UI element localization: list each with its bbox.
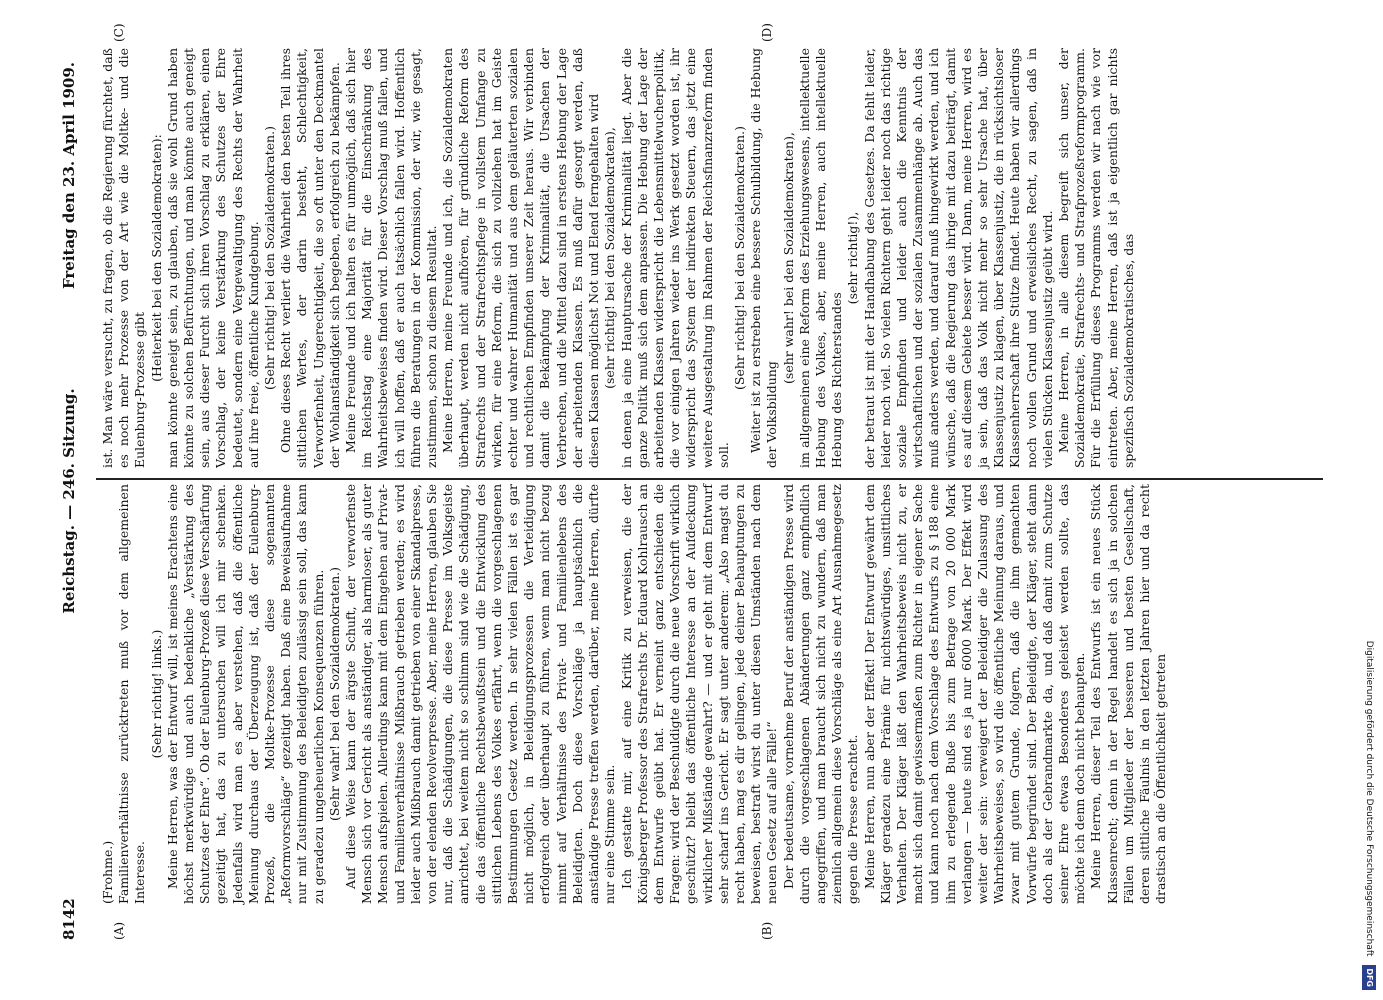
paragraph: Meine Herren, meine Freunde und ich, die Sozialdemokraten überhaupt, werden nicht aufhören, für gründliche Reform des Strafrechts und der Strafrechtspflege in vollstem Umfange zu wirken, für eine Reform, die sich zu vollziehen hat im Geiste echter und wahrer Humanität und aus dem geläuterten sozialen und rechtlichen Empfinden unserer Zeit heraus. Wir verbinden damit die Bekämpfung der Kriminalität, die Ursachen der Verbrechen, und die Mittel dazu sind in erstens Hebung der Lage der arbeitenden Klassen. Es muß dafür gesorgt werden, daß diesen Klassen möglichst Not und Elend ferngehalten wird <box>440 48 602 468</box>
paragraph: Der bedeutsame, vornehme Beruf der anständigen Presse wird durch die vorgeschlagenen Abänderungen ganz empfindlich angegriffen, und man braucht sich nicht zu wundern, daß man ziemlich allgemein diese Vorschläge als eine Art Ausnahmegesetz gegen die Presse erachtet. <box>780 484 861 904</box>
interjection: (sehr wahr! bei den Sozialdemokraten), <box>780 132 796 384</box>
text-column-left <box>100 484 1169 904</box>
credit-text: Digitalisierung gefördert durch die Deutsche Forschungsgemeinschaft <box>1364 640 1374 957</box>
interjection: (sehr richtig!), <box>845 211 861 305</box>
paragraph: Auf diese Weise kann der ärgste Schuft, der verworfenste Mensch sich vor Gericht als anständiger, als harmloser, als guter Mensch aufspielen. Allerdings kann mit dem Eingehen auf Privat- und Familienverhältnisse Mißbrauch getrieben werden; es wird leider auch Mißbrauch damit getrieben von einer Skandalpresse, von der elenden Revolverpresse. Aber, meine Herren, glauben Sie nur, daß die Schädigungen, die diese Presse im Volksgeiste anrichtet, bei weitem nicht so schlimm sind wie die Schädigung, die das öffentliche Rechtsbewußtsein und die Entwicklung des sittlichen Lebens des Volkes erfährt, wenn die vorgeschlagenen Bestimmungen Gesetz werden. In sehr vielen Fällen ist es gar nicht möglich, in Beleidigungsprozessen die Verteidigung erfolgreich oder überhaupt zu führen, wenn man nicht bezug nimmt auf Verhältnisse des Privat- und Familienlebens des Beleidigten. Doch diese Vorschläge ja hauptsächlich die anständige Presse treffen werden, darüber, meine Herren, dürfte nur eine Stimme sein. <box>343 484 618 904</box>
interjection: (sehr richtig! bei den Sozialdemokraten), <box>602 127 618 389</box>
paragraph: Familienverhältnisse zurücktreten muß vor dem allgemeinen Interesse. <box>116 484 148 904</box>
interjection: (Heiterkeit bei den Sozialdemokraten): <box>148 134 164 382</box>
digitization-credit <box>1359 10 1379 990</box>
paragraph: in denen ja eine Hauptursache der Kriminalität liegt. Aber die ganze Politik muß sich dem anpassen. Die Hebung der Lage der arbeitenden Klassen widerspricht die Lebensmittelwucherpolitik, die vor einigen Jahren wieder ins Werk gesetzt worden ist, ihr widerspricht das System der indirekten Steuern, das jetzt eine weitere Ausgestaltung im Rahmen der Reichsfinanzreform finden soll. <box>618 48 731 468</box>
paragraph: ist. Man wäre versucht, zu fragen, ob die Regierung fürchtet, daß es noch mehr Prozesse von der Art wie die Moltke- und die Eulenburg-Prozesse gibt <box>100 48 148 468</box>
margin-mark-a: (A) <box>112 921 126 940</box>
interjection: (Sehr richtig! bei den Sozialdemokraten.) <box>262 126 278 390</box>
margin-mark-c: (C) <box>112 23 126 42</box>
interjection: (Sehr richtig! links.) <box>148 629 164 759</box>
paragraph: Meine Freunde und ich halten es für unmöglich, daß sich hier im Reichstag eine Majorität für die Einschränkung des Wahrheitsbeweises finden wird. Dieser Vorschlag muß fallen, und ich will hoffen, daß er auch tatsächlich fallen wird. Hoffentlich führen die Beratungen in der Kommission, der wir, wie gesagt, zustimmen, schon zu diesem Resultat. <box>343 48 440 468</box>
text-column-right <box>100 48 1137 468</box>
paragraph: Meine Herren, nun aber der Effekt! Der Entwurf gewährt dem Kläger geradezu eine Prämie für nichtswürdiges, unsittliches Verhalten. Der Kläger läßt den Wahrheitsbeweis nicht zu, er macht sich damit gewissermaßen zum Richter in eigener Sache und kann noch nach dem Vorschlage des Entwurfs zu § 188 eine ihm zu erlegende Buße bis zum Betrage von 20 000 Mark verlangen — heute sind es ja nur 6000 Mark. Der Effekt wird weiter der sein: verweigert der Beleidiger die Zulassung des Wahrheitsbeweises, so wird die öffentliche Meinung daraus, und zwar mit gutem Grunde, folgern, daß die ihm gemachten Vorwürfe begründet sind. Der Beleidigte, der Kläger, steht dann doch als der Gebrandmarkte da, und daß damit zum Schutze seiner Ehre etwas Besonderes geleistet werden sollte, das möchte ich denn doch nicht behaupten. <box>861 484 1088 904</box>
session-date: Freitag den 23. April 1909. <box>60 62 78 289</box>
paragraph: der betraut ist mit der Handhabung des Gesetzes. Da fehlt leider, leider noch viel. So vielen Richtern geht leider noch das richtige soziale Empfinden und leider auch die Kenntnis der wirtschaftlichen und der sozialen Zusammenhänge ab. Auch das muß anders werden, und darauf muß hingewirkt werden, und ich wünsche, daß die Regierung das ihrige mit dazu beiträgt, damit es auf diesem Gebiete besser wird. Dann, meine Herren, wird es ja sein, daß das Volk nicht mehr so sehr Ursache hat, über Klassenjustiz zu klagen, über Klassenjustiz, die in rücksichtsloser Klassenherrschaft ihre Stütze findet. Heute haben wir allerdings noch vollen Grund und erweisliches Recht, zu sagen, daß in vielen Stücken Klassenjustiz geübt wird. <box>861 48 1055 468</box>
column-divider <box>96 478 1323 480</box>
paragraph: man könnte geneigt sein, zu glauben, daß sie wohl Grund haben könnte zu solchen Befürchtungen, und man könnte auch geneigt sein, aus dieser Furcht sich ihren Vorschlag zu erklären, einen Vorschlag, der keine Verstärkung des Schutzes der Ehre bedeutet, sondern eine Vergewaltigung des Rechts der Wahrheit auf ihre freie, öffentliche Kundgebung. <box>164 48 261 468</box>
session-title: Reichstag. — 246. Sitzung. <box>60 388 78 614</box>
page-header <box>60 62 90 940</box>
paragraph: Meine Herren, dieser Teil des Entwurfs ist ein neues Stück Klassenrecht; denn in der Regel handelt es sich ja in solchen Fällen um Mitglieder der besseren und besten Gesellschaft, deren sittliche Fäulnis in den letzten Jahren hier und da recht drastisch an die Öffentlichkeit getreten <box>1088 484 1169 904</box>
margin-mark-d: (D) <box>760 23 774 42</box>
paragraph: Ich gestatte mir, auf eine Kritik zu verweisen, die der Königsberger Professor des Strafrechts Dr. Eduard Kohlrausch an dem Entwurfe geübt hat. Er verneint ganz entschieden die Fragen: wird der Beschuldigte durch die neue Vorschrift wirklich geschützt? bleibt das öffentliche Interesse an der Aufdeckung wirklicher Mißstände gewahrt? — und er geht mit dem Entwurf sehr scharf ins Gericht. Er sagt unter anderem: „Also magst du recht haben, mag es dir gelingen, jede deiner Behauptungen zu beweisen, bestraft wirst du unter diesen Umständen nach dem neuen Gesetz auf alle Fälle!“ <box>618 484 780 904</box>
interjection: (Sehr richtig! bei den Sozialdemokraten.) <box>731 126 747 390</box>
paragraph: Weiter ist zu erstreben eine bessere Schulbildung, die Hebung der Volksbildung <box>748 48 780 468</box>
paragraph: Meine Herren, in alle diesem begreift sich unser, der Sozialdemokratie, Strafrechts- und Strafprozeßreformprogramm. Für die Erfüllung dieses Programms werden wir nach wie vor eintreten. Aber, meine Herren, daß ist ja eigentlich gar nichts spezifisch Sozialdemokratisches, das <box>1055 48 1136 468</box>
dfg-logo: DFG <box>1362 965 1376 990</box>
speaker-name: (Frohme.) <box>100 840 115 904</box>
margin-mark-b: (B) <box>760 921 774 940</box>
paragraph: im allgemeinen eine Reform des Erziehungswesens, intellektuelle Hebung des Volkes, aber, meine Herren, auch intellektuelle Hebung des Richterstandes <box>796 48 845 468</box>
paragraph: Meine Herren, was der Entwurf will, ist meines Erachtens eine höchst merkwürdige und auch bedenkliche „Verstärkung des Schutzes der Ehre“. Ob der Eulenburg-Prozeß diese Verschärfung gezeitigt hat, das zu untersuchen will ich mir schenken. Jedenfalls wird man es aber verstehen, daß die öffentliche Meinung durchaus der Überzeugung ist, daß der Eulenburg-Prozeß, die Moltke-Prozesse diese sogenannten „Reformvorschläge“ gezeitigt haben. Daß eine Beweisaufnahme nur mit Zustimmung des Beleidigten zulässig sein soll, das kann zu geradezu ungeheuerlichen Konsequenzen führen. <box>164 483 326 904</box>
interjection: (Sehr wahr! bei den Sozialdemokraten.) <box>326 566 342 822</box>
page-number: 8142 <box>60 898 78 940</box>
paragraph: Ohne dieses Recht verliert die Wahrheit den besten Teil ihres sittlichen Wertes, der darin besteht, Schlechtigkeit, Verworfenheit, Ungerechtigkeit, die so oft unter den Deckmantel der Wohlanständigkeit sich begeben, erfolgreich zu bekämpfen. <box>278 48 342 468</box>
